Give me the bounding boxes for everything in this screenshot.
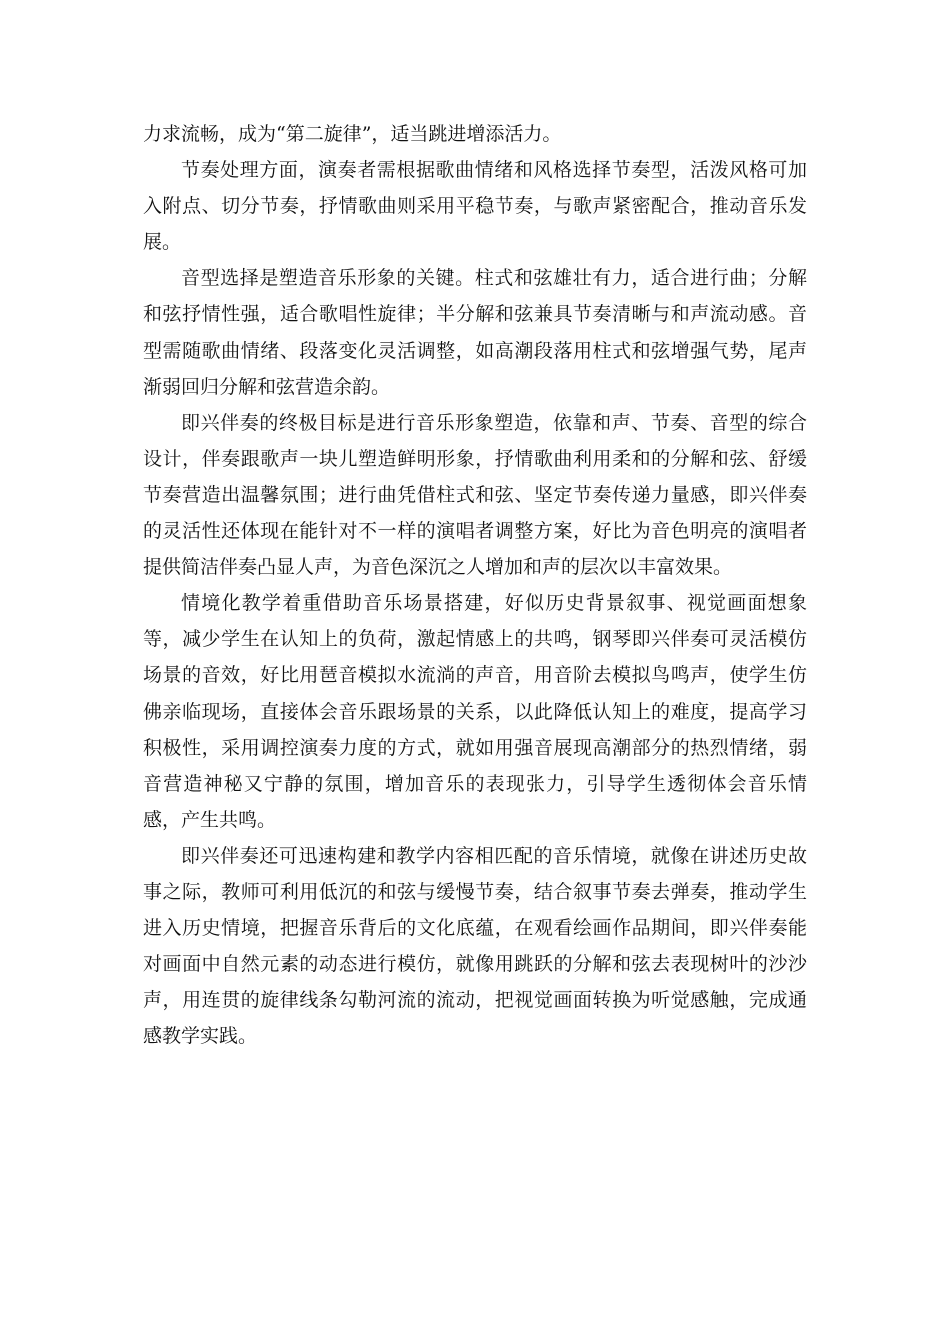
paragraph-rhythm: 节奏处理方面，演奏者需根据歌曲情绪和风格选择节奏型，活泼风格可加入附点、切分节奏，抒情歌曲则采用平稳节奏，与歌声紧密配合，推动音乐发展。: [143, 159, 807, 254]
document-body: [143, 116, 807, 1054]
paragraph-situational-teaching: 情境化教学着重借助音乐场景搭建，好似历史背景叙事、视觉画面想象等，减少学生在认知上的负荷，激起情感上的共鸣，钢琴即兴伴奏可灵活模仿场景的音效，好比用琶音模拟水流淌的声音，用音阶去模拟鸟鸣声，使学生仿佛亲临现场，直接体会音乐跟场景的关系，以此降低认知上的难度，提高学习积极性，采用调控演奏力度的方式，就如用强音展现高潮部分的热烈情绪，弱音营造神秘又宁静的氛围，增加音乐的表现张力，引导学生透彻体会音乐情感，产生共鸣。: [143, 592, 807, 831]
paragraph-texture: 音型选择是塑造音乐形象的关键。柱式和弦雄壮有力，适合进行曲；分解和弦抒情性强，适合歌唱性旋律；半分解和弦兼具节奏清晰与和声流动感。音型需随歌曲情绪、段落变化灵活调整，如高潮段落用柱式和弦增强气势，尾声渐弱回归分解和弦营造余韵。: [143, 267, 807, 398]
paragraph-continuation: 力求流畅，成为“第二旋律”，适当跳进增添活力。: [143, 123, 562, 145]
paragraph-image-shaping: 即兴伴奏的终极目标是进行音乐形象塑造，依靠和声、节奏、音型的综合设计，伴奏跟歌声一块儿塑造鲜明形象，抒情歌曲利用柔和的分解和弦、舒缓节奏营造出温馨氛围；进行曲凭借柱式和弦、坚定节奏传递力量感，即兴伴奏的灵活性还体现在能针对不一样的演唱者调整方案，好比为音色明亮的演唱者提供简洁伴奏凸显人声，为音色深沉之人增加和声的层次以丰富效果。: [143, 411, 807, 579]
paragraph-context-building: 即兴伴奏还可迅速构建和教学内容相匹配的音乐情境，就像在讲述历史故事之际，教师可利用低沉的和弦与缓慢节奏，结合叙事节奏去弹奏，推动学生进入历史情境，把握音乐背后的文化底蕴，在观看绘画作品期间，即兴伴奏能对画面中自然元素的动态进行模仿，就像用跳跃的分解和弦去表现树叶的沙沙声，用连贯的旋律线条勾勒河流的流动，把视觉画面转换为听觉感触，完成通感教学实践。: [143, 844, 807, 1048]
